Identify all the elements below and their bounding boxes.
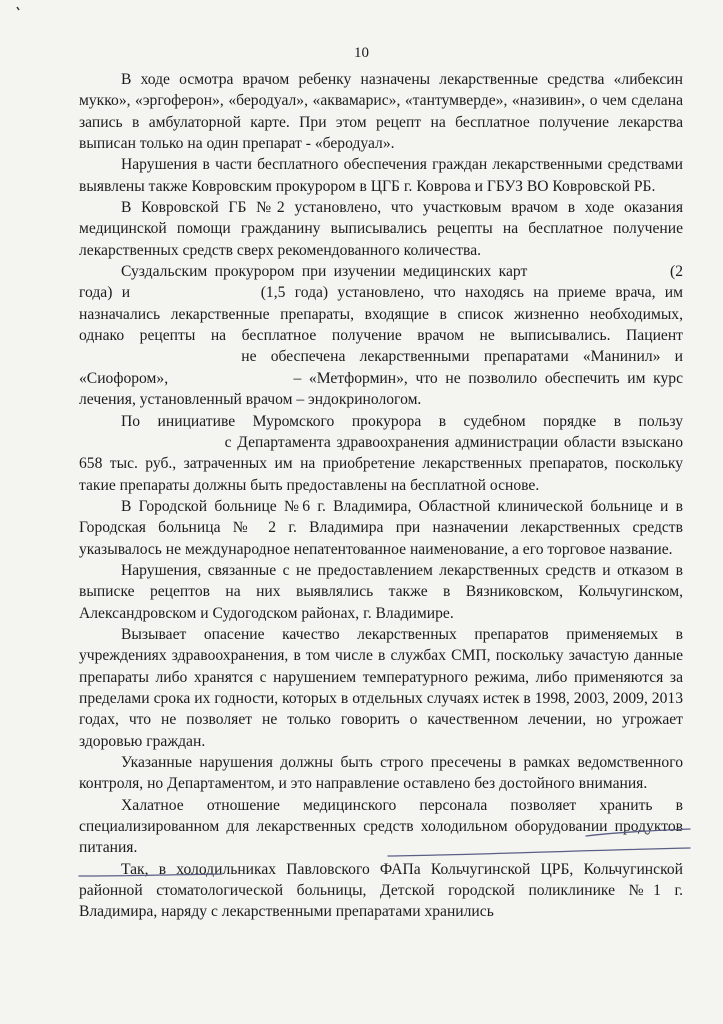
paragraph-text: По инициативе Муромского прокурора в судебном порядке в пользу bbox=[121, 412, 683, 430]
paragraph-text: В ходе осмотра врачом ребенку назначены лекарственные средства «либексин мукко», «эргоферон», «беродуал», «аквамарис», «тантумверде», «називин», о чем сделана запись в амбулаторной карте. При этом рецепт на бесплатное получение лекарства выписан только на один препарат - «беродуал». bbox=[79, 71, 683, 153]
page-number: 10 bbox=[354, 45, 369, 61]
paragraph-with-redactions bbox=[79, 261, 683, 410]
paragraph-text: Вызывает опасение качество лекарственных препаратов применяемых в учреждениях здравоохранения, в том числе в службах СМП, поскольку зачастую данные препараты либо хранятся с нарушением температурного режима, либо применяются за пределами срока их годности, которых в отдельных случаях истек в 1998, 2003, 2009, 2013 годах, что не позволяет не только говорить о качественном лечении, но угрожает здоровью граждан. bbox=[79, 625, 683, 750]
paragraph-text: Халатное отношение медицинского персонала позволяет хранить в специализированном для лекарственных средств холодильном оборудовании продуктов питания. bbox=[79, 796, 683, 857]
paragraph bbox=[79, 154, 683, 197]
paragraph bbox=[79, 560, 683, 624]
paragraph-text: (1,5 года) установлено, что находясь на приеме врача, им назначались лекарственные препараты, входящие в список жизненно необходимых, однако рецепты на бесплатное получение врачом не выписывались. Пациент bbox=[79, 284, 683, 345]
page-corner-speck bbox=[17, 7, 19, 10]
paragraph-with-redactions bbox=[79, 411, 683, 496]
paragraph-underlined bbox=[79, 795, 683, 859]
paragraph bbox=[79, 197, 683, 261]
paragraph-text: с Департамента здравоохранения администрации области взыскано 658 тыс. руб., затраченных им на приобретение лекарственных препаратов, поскольку такие препараты должны быть предоставлены на бесплатной основе. bbox=[79, 433, 684, 494]
paragraph bbox=[79, 859, 683, 923]
paragraph-text: – «Метформин», что не позволило обеспечить им курс лечения, установленный врачом – эндокринологом. bbox=[79, 369, 683, 409]
paragraph-text: В Ковровской ГБ №2 установлено, что участковым врачом в ходе оказания медицинской помощи гражданину выписывались рецепты на бесплатное получение лекарственных средств сверх рекомендованного количества. bbox=[79, 199, 683, 259]
paragraph bbox=[79, 69, 683, 154]
paragraph-text: не обеспечена лекарственными препаратами «Манинил» и «Сиофором», bbox=[79, 348, 683, 387]
paragraph bbox=[79, 752, 683, 795]
document-body bbox=[79, 69, 683, 923]
paragraph-text: В Городской больнице №6 г. Владимира, Областной клинической больнице и в Городская больница № 2 г. Владимира при назначении лекарственных средств указывалось не международное непатентованное наименование, а его торговое название. bbox=[79, 497, 683, 558]
paragraph-text: (2 года) и bbox=[79, 263, 683, 302]
paragraph-text: Суздальским прокурором при изучении медицинских карт bbox=[121, 263, 528, 281]
paragraph-text: Указанные нарушения должны быть строго пресечены в рамках ведомственного контроля, но Департаментом, и это направление оставлено без достойного внимания. bbox=[79, 754, 683, 793]
paragraph bbox=[79, 496, 683, 560]
paragraph-text: Нарушения, связанные с не предоставлением лекарственных средств и отказом в выписке рецептов на них выявлялись также в Вязниковском, Кольчугинском, Александровском и Судогодском районах, г. Владимире. bbox=[79, 561, 683, 622]
paragraph-text: Так, в холодильниках Павловского ФАПа Кольчугинской ЦРБ, Кольчугинской районной стоматологической больницы, Детской городской поликлинике №1 г. Владимира, наряду с лекарственными препаратами хранились bbox=[79, 860, 683, 921]
paragraph-text: Нарушения в части бесплатного обеспечения граждан лекарственными средствами выявлены также Ковровским прокурором в ЦГБ г. Коврова и ГБУЗ ВО Ковровской РБ. bbox=[79, 156, 683, 195]
paragraph bbox=[79, 624, 683, 752]
